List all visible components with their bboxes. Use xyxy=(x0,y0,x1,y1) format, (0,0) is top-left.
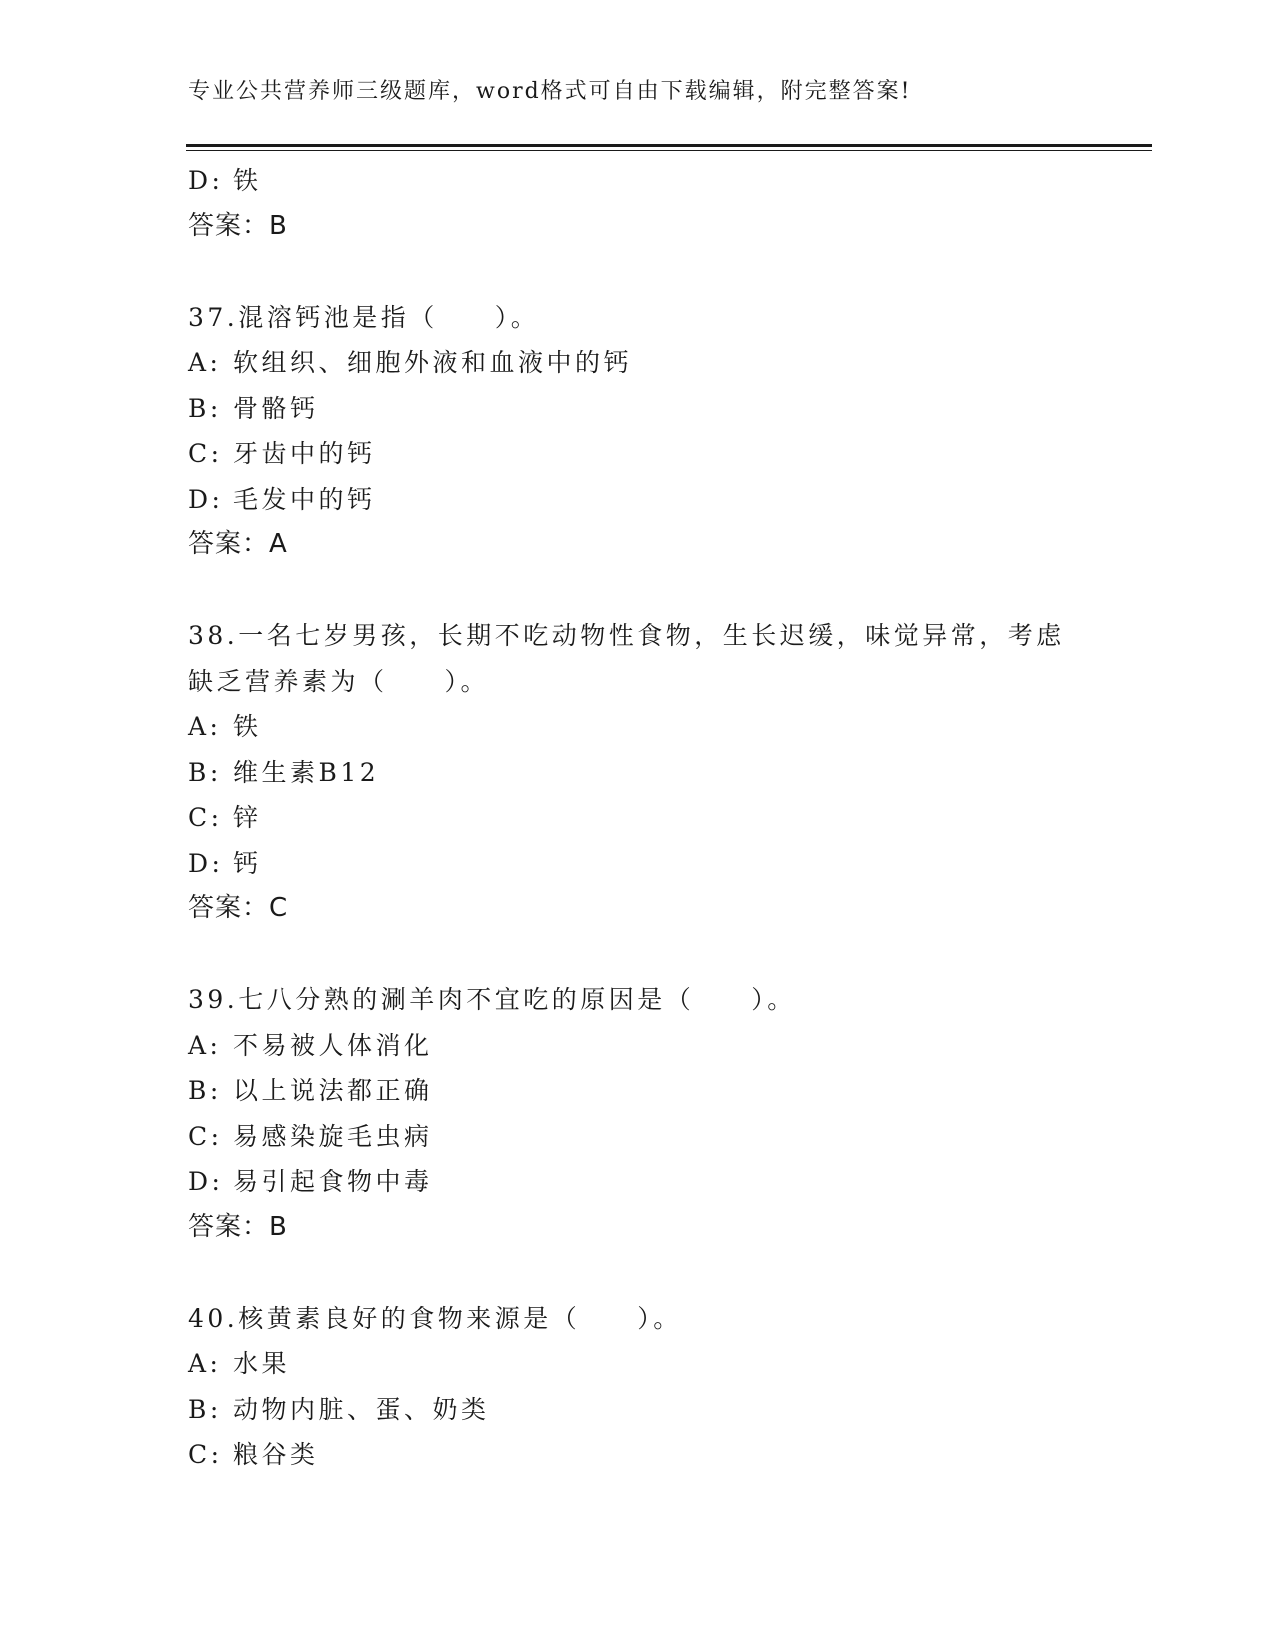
answer-line: 答案：A xyxy=(188,529,288,559)
answer-line: 答案：B xyxy=(188,210,288,241)
option-letter: B: xyxy=(188,1394,222,1424)
option-c xyxy=(188,795,1108,841)
option-b xyxy=(188,750,1108,796)
page-header: 专业公共营养师三级题库，word格式可自由下载编辑，附完整答案! xyxy=(188,79,912,104)
option-text: 牙齿中的钙 xyxy=(233,439,376,468)
option-letter: D: xyxy=(188,848,224,878)
option-text: 不易被人体消化 xyxy=(233,1030,433,1060)
option-d xyxy=(188,1159,1108,1205)
option-letter: A: xyxy=(188,1349,222,1378)
option-text: 维生素B12 xyxy=(233,757,380,787)
question-stem: 37.混溶钙池是指（ ）。 xyxy=(188,302,540,332)
question-block xyxy=(188,613,1108,932)
option-d xyxy=(188,158,1108,204)
option-letter: C: xyxy=(188,803,223,832)
option-letter: A: xyxy=(188,712,222,741)
option-text: 铁 xyxy=(233,712,262,741)
option-text: 骨骼钙 xyxy=(233,393,319,423)
option-text: 易引起食物中毒 xyxy=(233,1167,433,1196)
question-stem-continued: 缺乏营养素为（ ）。 xyxy=(188,666,490,696)
option-letter: D: xyxy=(188,484,224,514)
answer-line: 答案：C xyxy=(188,893,289,923)
option-text: 动物内脏、蛋、奶类 xyxy=(233,1394,490,1424)
spacer xyxy=(188,932,1108,978)
option-text: 易感染旋毛虫病 xyxy=(233,1121,433,1151)
option-letter: A: xyxy=(188,1030,222,1060)
option-b xyxy=(188,386,1108,432)
option-d xyxy=(188,477,1108,523)
option-a xyxy=(188,1023,1108,1069)
option-text: 以上说法都正确 xyxy=(233,1076,433,1105)
option-d xyxy=(188,841,1108,887)
option-c xyxy=(188,431,1108,477)
option-a xyxy=(188,704,1108,750)
question-stem: 39.七八分熟的涮羊肉不宜吃的原因是（ ）。 xyxy=(188,985,796,1014)
option-letter: C: xyxy=(188,1440,223,1469)
option-letter: B: xyxy=(188,1076,222,1105)
option-letter: B: xyxy=(188,393,222,423)
option-text: 软组织、细胞外液和血液中的钙 xyxy=(233,348,633,377)
spacer xyxy=(188,1250,1108,1296)
option-text: 钙 xyxy=(233,848,262,878)
option-a xyxy=(188,340,1108,386)
question-block xyxy=(188,977,1108,1250)
option-letter: D: xyxy=(188,166,224,195)
question-block xyxy=(188,295,1108,568)
answer-line: 答案：B xyxy=(188,1211,288,1242)
spacer xyxy=(188,568,1108,614)
option-b xyxy=(188,1068,1108,1114)
header-divider-thin xyxy=(186,150,1152,151)
header-divider-thick xyxy=(186,144,1152,147)
option-b xyxy=(188,1387,1108,1433)
spacer xyxy=(188,249,1108,295)
option-text: 锌 xyxy=(233,803,262,832)
option-c xyxy=(188,1432,1108,1478)
option-letter: C: xyxy=(188,439,223,468)
option-c xyxy=(188,1114,1108,1160)
option-text: 水果 xyxy=(233,1349,291,1378)
option-text: 铁 xyxy=(233,166,262,195)
question-content xyxy=(188,158,1108,1478)
question-stem: 40.核黄素良好的食物来源是（ ）。 xyxy=(188,1303,682,1333)
question-stem: 38.一名七岁男孩，长期不吃动物性食物，生长迟缓，味觉异常，考虑 xyxy=(188,621,1065,650)
option-text: 毛发中的钙 xyxy=(233,484,376,514)
option-text: 粮谷类 xyxy=(233,1440,319,1469)
question-block xyxy=(188,1296,1108,1478)
option-letter: C: xyxy=(188,1121,223,1151)
option-letter: D: xyxy=(188,1167,224,1196)
option-a xyxy=(188,1341,1108,1387)
option-letter: B: xyxy=(188,757,222,787)
option-letter: A: xyxy=(188,348,222,377)
